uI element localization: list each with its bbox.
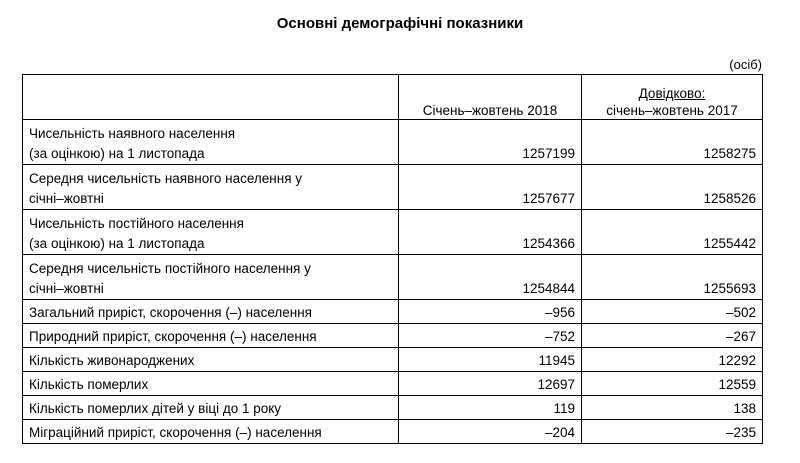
table-row [23, 372, 763, 396]
value-2017: 1255442 [582, 210, 763, 255]
table-row [23, 420, 763, 444]
header-reference-label: Довідково: [638, 86, 706, 101]
row-label-line2: (за оцінкою) на 1 листопада [29, 236, 205, 251]
row-label-line2: (за оцінкою) на 1 листопада [29, 146, 205, 161]
row-label-line2: січні–жовтні [29, 281, 104, 296]
value-2017: 1258526 [582, 165, 763, 210]
row-label [23, 255, 399, 300]
value-2018: 119 [399, 396, 582, 420]
row-label [23, 165, 399, 210]
row-label-line1: Середня чисельність наявного населення у [29, 171, 303, 186]
value-2018: 11945 [399, 348, 582, 372]
header-indicator [23, 75, 399, 120]
value-2018: –204 [399, 420, 582, 444]
row-label: Кількість померлих дітей у віці до 1 року [23, 396, 399, 420]
header-2017 [582, 75, 763, 120]
value-2017: 12559 [582, 372, 763, 396]
table-row [23, 255, 763, 300]
header-2018-label: Січень–жовтень 2018 [422, 103, 558, 118]
value-2017: 138 [582, 396, 763, 420]
value-2017: –235 [582, 420, 763, 444]
table-row [23, 165, 763, 210]
table-row [23, 210, 763, 255]
value-2017: –267 [582, 324, 763, 348]
value-2017: –502 [582, 300, 763, 324]
value-2018: 12697 [399, 372, 582, 396]
row-label: Природний приріст, скорочення (–) населення [23, 324, 399, 348]
demographics-table [22, 74, 763, 444]
value-2018: 1254844 [399, 255, 582, 300]
row-label-line1: Чисельність наявного населення [29, 126, 236, 141]
table-row [23, 324, 763, 348]
value-2018: 1257199 [399, 120, 582, 165]
row-label [23, 120, 399, 165]
value-2018: 1257677 [399, 165, 582, 210]
value-2018: 1254366 [399, 210, 582, 255]
table-row [23, 348, 763, 372]
header-2017-label: січень–жовтень 2017 [606, 103, 738, 118]
table-row [23, 300, 763, 324]
row-label-line1: Середня чисельність постійного населення у [29, 261, 311, 276]
row-label-line2: січні–жовтні [29, 191, 104, 206]
row-label: Загальний приріст, скорочення (–) населення [23, 300, 399, 324]
row-label: Кількість померлих [23, 372, 399, 396]
value-2017: 1255693 [582, 255, 763, 300]
row-label [23, 210, 399, 255]
table-row [23, 396, 763, 420]
header-2018 [399, 75, 582, 120]
row-label: Міграційний приріст, скорочення (–) населення [23, 420, 399, 444]
value-2018: –956 [399, 300, 582, 324]
table-header-row [23, 75, 763, 120]
value-2017: 12292 [582, 348, 763, 372]
row-label: Кількість живонароджених [23, 348, 399, 372]
table-row [23, 120, 763, 165]
row-label-line1: Чисельність постійного населення [29, 216, 244, 231]
unit-label: (осіб) [729, 57, 762, 72]
value-2018: –752 [399, 324, 582, 348]
value-2017: 1258275 [582, 120, 763, 165]
page-title: Основні демографічні показники [276, 15, 524, 32]
